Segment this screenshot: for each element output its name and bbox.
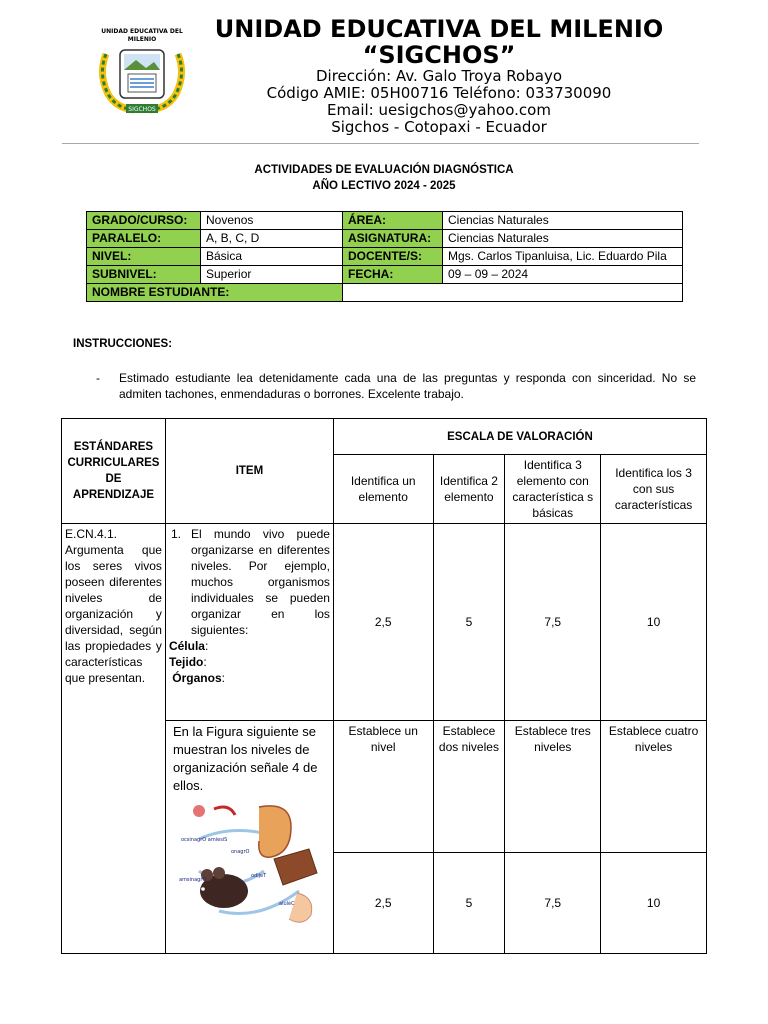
row1-score-2: 5 (433, 524, 505, 721)
q1-organos-colon: : (221, 671, 225, 685)
q1-text: El mundo vivo puede organizarse en diferentes niveles. Por ejemplo, muchos organismos individuales se pueden organizar en los siguientes: (190, 527, 330, 637)
instructions-text: Estimado estudiante lea detenidamente cada una de las preguntas y responda con sinceridad. No se admiten tachones, enmendaduras o borrones. Excelente trabajo. (119, 371, 696, 401)
row2-score-3: 7,5 (505, 853, 601, 954)
nivel-label: NIVEL: (87, 248, 201, 266)
q1-tejido: Tejido (168, 655, 204, 669)
stomach-organ-icon (259, 806, 291, 857)
instructions-heading: INSTRUCCIONES: (73, 338, 173, 350)
col-item-header: ITEM (165, 419, 333, 524)
row1-score-3: 7,5 (505, 524, 601, 721)
q2-scale-1: Establece un nivel (333, 721, 433, 853)
grado-value: Novenos (201, 212, 343, 230)
q2-scale-4: Establece cuatro niveles (601, 721, 707, 853)
school-email: Email: uesigchos@yahoo.com (327, 101, 551, 119)
q1-tejido-colon: : (203, 655, 207, 669)
col-scale-header: ESCALA DE VALORACIÓN (333, 419, 706, 455)
subnivel-value: Superior (201, 266, 343, 284)
doc-year: AÑO LECTIVO 2024 - 2025 (312, 180, 456, 192)
instructions-dash: - (96, 371, 100, 385)
fecha-label: FECHA: (343, 266, 443, 284)
row2-score-1: 2,5 (333, 853, 433, 954)
estudiante-label: NOMBRE ESTUDIANTE: (87, 284, 343, 302)
school-codes: Código AMIE: 05H00716 Teléfono: 033730090 (266, 84, 612, 102)
logo-top-text-2: MILENIO (127, 36, 157, 43)
header-divider (62, 143, 699, 144)
area-label: ÁREA: (343, 212, 443, 230)
school-address: Dirección: Av. Galo Troya Robayo (315, 67, 562, 85)
col-standards-header: ESTÁNDARES CURRICULARES DE APRENDIZAJE (62, 419, 166, 524)
doc-title: ACTIVIDADES DE EVALUACIÓN DIAGNÓSTICA (254, 164, 514, 176)
evaluation-table (61, 418, 707, 954)
q1-celula: Célula (168, 639, 205, 653)
scale-header-2: Identifica 2 elemento (433, 455, 505, 524)
school-name-line1: UNIDAD EDUCATIVA DEL MILENIO (214, 15, 664, 43)
paralelo-label: PARALELO: (87, 230, 201, 248)
question-1 (165, 524, 333, 721)
scale-header-4: Identifica los 3 con sus características (601, 455, 707, 524)
tissue-icon (274, 849, 317, 885)
row2-score-2: 5 (433, 853, 505, 954)
asignatura-label: ASIGNATURA: (343, 230, 443, 248)
figure-label-3: odijeT (250, 873, 267, 879)
docente-value: Mgs. Carlos Tipanluisa, Lic. Eduardo Pila (443, 248, 683, 266)
question-2 (165, 721, 333, 954)
school-logo (96, 24, 188, 116)
asignatura-value: Ciencias Naturales (443, 230, 683, 248)
figure-label-5: alulèC (278, 901, 295, 907)
docente-label: DOCENTE/S: (343, 248, 443, 266)
scale-header-3: Identifica 3 elemento con característica s básicas (505, 455, 601, 524)
figure-label-1: ocsinagrO amiesiS (180, 837, 228, 843)
row1-score-1: 2,5 (333, 524, 433, 721)
area-value: Ciencias Naturales (443, 212, 683, 230)
fecha-value: 09 – 09 – 2024 (443, 266, 683, 284)
instructions-item (96, 370, 696, 402)
paralelo-value: A, B, C, D (201, 230, 343, 248)
grado-label: GRADO/CURSO: (87, 212, 201, 230)
q2-scale-2: Establece dos niveles (433, 721, 505, 853)
standard-text: E.CN.4.1. Argumenta que los seres vivos poseen diferentes niveles de organización y diversidad, según las propiedades y características que presentan. (62, 524, 166, 954)
subnivel-label: SUBNIVEL: (87, 266, 201, 284)
q1-number: 1. (170, 527, 181, 541)
estudiante-field[interactable] (343, 284, 683, 302)
info-table (86, 211, 683, 302)
row2-score-4: 10 (601, 853, 707, 954)
figure-label-2: onagrO (230, 849, 250, 855)
logo-top-text-1: UNIDAD EDUCATIVA DEL (101, 28, 183, 35)
q1-organos: Órganos (172, 671, 222, 685)
logo-bottom-text: SIGCHOS (128, 106, 156, 113)
organism-body-icon (193, 805, 205, 817)
school-location: Sigchos - Cotopaxi - Ecuador (331, 118, 547, 136)
organization-levels-figure (179, 801, 329, 931)
q2-scale-3: Establece tres niveles (505, 721, 601, 853)
figure-label-4: amsinagrO (178, 877, 207, 883)
scale-header-1: Identifica un elemento (333, 455, 433, 524)
nivel-value: Básica (201, 248, 343, 266)
q1-celula-colon: : (204, 639, 209, 653)
school-name-line2: “SIGCHOS” (362, 41, 516, 69)
row1-score-4: 10 (601, 524, 707, 721)
q2-text: En la Figura siguiente se muestran los niveles de organización señale 4 de ellos. (172, 724, 318, 793)
